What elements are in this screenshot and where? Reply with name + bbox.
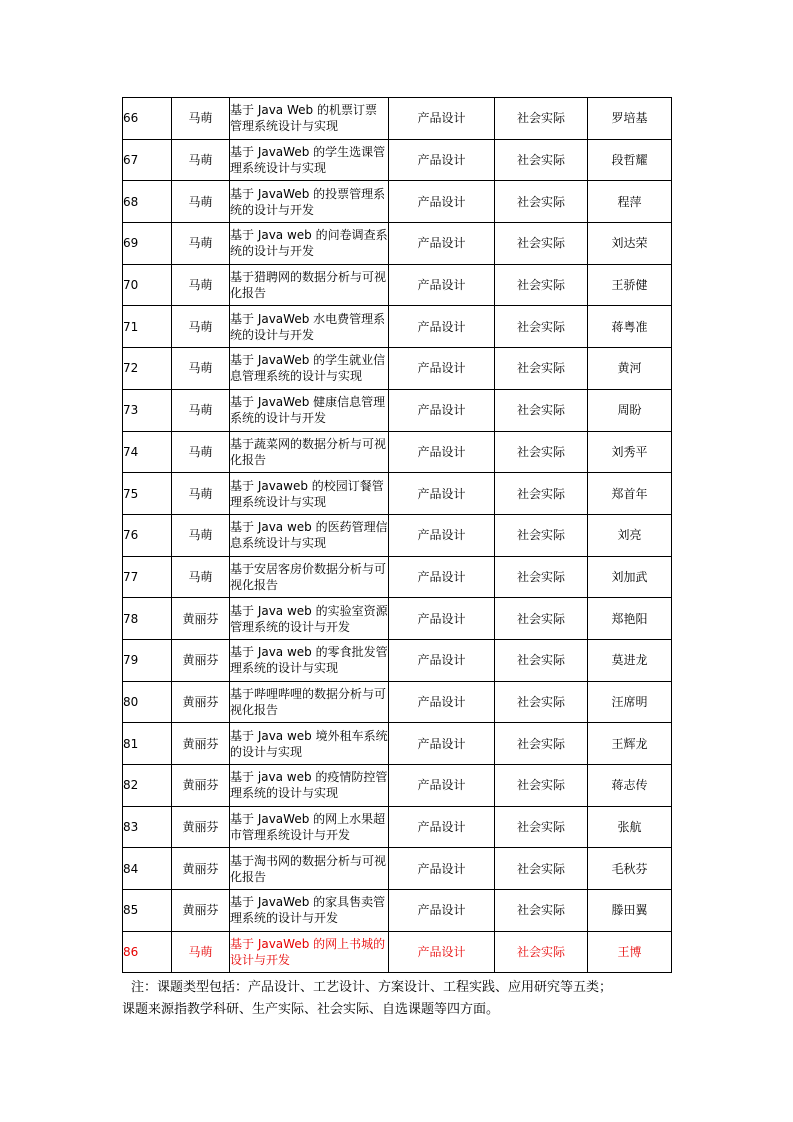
topic-source: 社会实际 [495, 931, 588, 973]
topic-source: 社会实际 [495, 348, 588, 390]
topic-source: 社会实际 [495, 431, 588, 473]
topic-type: 产品设计 [389, 681, 495, 723]
topic-type: 产品设计 [389, 890, 495, 932]
advisor-name: 马萌 [172, 556, 230, 598]
row-number: 72 [123, 348, 172, 390]
row-number: 79 [123, 639, 172, 681]
advisor-name: 黄丽芬 [172, 765, 230, 807]
advisor-name: 马萌 [172, 514, 230, 556]
topic-title: 基于 Java web 境外租车系统的设计与实现 [230, 723, 389, 765]
table-row [123, 848, 672, 890]
student-name: 王辉龙 [588, 723, 672, 765]
row-number: 84 [123, 848, 172, 890]
topic-source: 社会实际 [495, 848, 588, 890]
row-number: 66 [123, 98, 172, 140]
topic-type: 产品设计 [389, 389, 495, 431]
student-name: 刘秀平 [588, 431, 672, 473]
student-name: 程萍 [588, 181, 672, 223]
table-row [123, 514, 672, 556]
advisor-name: 黄丽芬 [172, 848, 230, 890]
table-row [123, 139, 672, 181]
topic-type: 产品设计 [389, 264, 495, 306]
advisor-name: 马萌 [172, 223, 230, 265]
topic-type: 产品设计 [389, 639, 495, 681]
topic-title: 基于蔬菜网的数据分析与可视化报告 [230, 431, 389, 473]
topic-type: 产品设计 [389, 931, 495, 973]
advisor-name: 马萌 [172, 473, 230, 515]
topic-source: 社会实际 [495, 639, 588, 681]
row-number: 77 [123, 556, 172, 598]
topic-type: 产品设计 [389, 556, 495, 598]
topic-type: 产品设计 [389, 473, 495, 515]
topic-type: 产品设计 [389, 139, 495, 181]
row-number: 83 [123, 806, 172, 848]
row-number: 80 [123, 681, 172, 723]
student-name: 王骄健 [588, 264, 672, 306]
advisor-name: 黄丽芬 [172, 723, 230, 765]
topic-type: 产品设计 [389, 514, 495, 556]
student-name: 刘亮 [588, 514, 672, 556]
student-name: 刘达荣 [588, 223, 672, 265]
footnote-line-2: 课题来源指教学科研、生产实际、社会实际、自选课题等四方面。 [122, 1002, 500, 1017]
topic-source: 社会实际 [495, 556, 588, 598]
table-row [123, 639, 672, 681]
topic-title: 基于 JavaWeb 的投票管理系统的设计与开发 [230, 181, 389, 223]
row-number: 73 [123, 389, 172, 431]
student-name: 周盼 [588, 389, 672, 431]
table-row [123, 598, 672, 640]
row-number: 86 [123, 931, 172, 973]
topic-title: 基于 Java web 的实验室资源管理系统的设计与开发 [230, 598, 389, 640]
row-number: 69 [123, 223, 172, 265]
topic-source: 社会实际 [495, 806, 588, 848]
student-name: 毛秋芬 [588, 848, 672, 890]
topic-title: 基于 JavaWeb 的网上书城的设计与开发 [230, 931, 389, 973]
topic-type: 产品设计 [389, 431, 495, 473]
topic-title: 基于 JavaWeb 的学生就业信息管理系统的设计与实现 [230, 348, 389, 390]
topic-table [122, 97, 672, 973]
table-row [123, 890, 672, 932]
topic-title: 基于 Javaweb 的校园订餐管理系统设计与实现 [230, 473, 389, 515]
row-number: 67 [123, 139, 172, 181]
topic-type: 产品设计 [389, 306, 495, 348]
student-name: 滕田翼 [588, 890, 672, 932]
row-number: 82 [123, 765, 172, 807]
student-name: 莫进龙 [588, 639, 672, 681]
table-row [123, 264, 672, 306]
advisor-name: 黄丽芬 [172, 806, 230, 848]
advisor-name: 马萌 [172, 181, 230, 223]
topic-title: 基于 JavaWeb 健康信息管理系统的设计与开发 [230, 389, 389, 431]
topic-source: 社会实际 [495, 681, 588, 723]
footnote [122, 977, 682, 1021]
advisor-name: 黄丽芬 [172, 890, 230, 932]
row-number: 76 [123, 514, 172, 556]
topic-source: 社会实际 [495, 223, 588, 265]
topic-type: 产品设计 [389, 348, 495, 390]
topic-source: 社会实际 [495, 389, 588, 431]
footnote-line-1: 注：课题类型包括：产品设计、工艺设计、方案设计、工程实践、应用研究等五类； [131, 980, 613, 995]
topic-source: 社会实际 [495, 765, 588, 807]
row-number: 70 [123, 264, 172, 306]
topic-type: 产品设计 [389, 181, 495, 223]
table-row [123, 473, 672, 515]
table-row [123, 723, 672, 765]
student-name: 蒋志传 [588, 765, 672, 807]
topic-source: 社会实际 [495, 181, 588, 223]
topic-title: 基于安居客房价数据分析与可视化报告 [230, 556, 389, 598]
row-number: 81 [123, 723, 172, 765]
table-row [123, 931, 672, 973]
topic-title: 基于 JavaWeb 的学生选课管理系统设计与实现 [230, 139, 389, 181]
student-name: 王博 [588, 931, 672, 973]
table-row [123, 431, 672, 473]
table-row [123, 181, 672, 223]
topic-type: 产品设计 [389, 223, 495, 265]
table-row [123, 223, 672, 265]
topic-title: 基于 Java Web 的机票订票管理系统设计与实现 [230, 98, 389, 140]
advisor-name: 黄丽芬 [172, 681, 230, 723]
table-row [123, 98, 672, 140]
row-number: 78 [123, 598, 172, 640]
topic-title: 基于 JavaWeb 的网上水果超市管理系统设计与开发 [230, 806, 389, 848]
table-row [123, 765, 672, 807]
student-name: 郑首年 [588, 473, 672, 515]
student-name: 刘加武 [588, 556, 672, 598]
topic-title: 基于 Java web 的问卷调查系统的设计与开发 [230, 223, 389, 265]
table-row [123, 306, 672, 348]
row-number: 71 [123, 306, 172, 348]
advisor-name: 马萌 [172, 389, 230, 431]
topic-title: 基于 java web 的疫情防控管理系统的设计与实现 [230, 765, 389, 807]
student-name: 张航 [588, 806, 672, 848]
topic-type: 产品设计 [389, 806, 495, 848]
topic-type: 产品设计 [389, 765, 495, 807]
advisor-name: 马萌 [172, 348, 230, 390]
topic-source: 社会实际 [495, 98, 588, 140]
advisor-name: 马萌 [172, 139, 230, 181]
advisor-name: 马萌 [172, 98, 230, 140]
advisor-name: 马萌 [172, 931, 230, 973]
topic-title: 基于 JavaWeb 的家具售卖管理系统的设计与开发 [230, 890, 389, 932]
topic-source: 社会实际 [495, 139, 588, 181]
student-name: 汪席明 [588, 681, 672, 723]
topic-title: 基于 Java web 的零食批发管理系统的设计与实现 [230, 639, 389, 681]
topic-source: 社会实际 [495, 473, 588, 515]
row-number: 68 [123, 181, 172, 223]
advisor-name: 黄丽芬 [172, 598, 230, 640]
topic-title: 基于淘书网的数据分析与可视化报告 [230, 848, 389, 890]
student-name: 罗培基 [588, 98, 672, 140]
student-name: 黄河 [588, 348, 672, 390]
topic-type: 产品设计 [389, 848, 495, 890]
topic-source: 社会实际 [495, 598, 588, 640]
table-row [123, 348, 672, 390]
topic-title: 基于猎聘网的数据分析与可视化报告 [230, 264, 389, 306]
student-name: 郑艳阳 [588, 598, 672, 640]
topic-source: 社会实际 [495, 890, 588, 932]
row-number: 75 [123, 473, 172, 515]
topic-source: 社会实际 [495, 514, 588, 556]
topic-type: 产品设计 [389, 598, 495, 640]
advisor-name: 马萌 [172, 306, 230, 348]
topic-type: 产品设计 [389, 98, 495, 140]
table-row [123, 806, 672, 848]
row-number: 85 [123, 890, 172, 932]
table-row [123, 681, 672, 723]
student-name: 蒋粤准 [588, 306, 672, 348]
topic-title: 基于 Java web 的医药管理信息系统设计与实现 [230, 514, 389, 556]
topic-source: 社会实际 [495, 306, 588, 348]
topic-source: 社会实际 [495, 264, 588, 306]
advisor-name: 马萌 [172, 264, 230, 306]
topic-title: 基于哔哩哔哩的数据分析与可视化报告 [230, 681, 389, 723]
topic-source: 社会实际 [495, 723, 588, 765]
student-name: 段哲耀 [588, 139, 672, 181]
topic-title: 基于 JavaWeb 水电费管理系统的设计与开发 [230, 306, 389, 348]
advisor-name: 黄丽芬 [172, 639, 230, 681]
row-number: 74 [123, 431, 172, 473]
table-row [123, 556, 672, 598]
topic-type: 产品设计 [389, 723, 495, 765]
topic-table-body [123, 98, 672, 973]
advisor-name: 马萌 [172, 431, 230, 473]
table-row [123, 389, 672, 431]
